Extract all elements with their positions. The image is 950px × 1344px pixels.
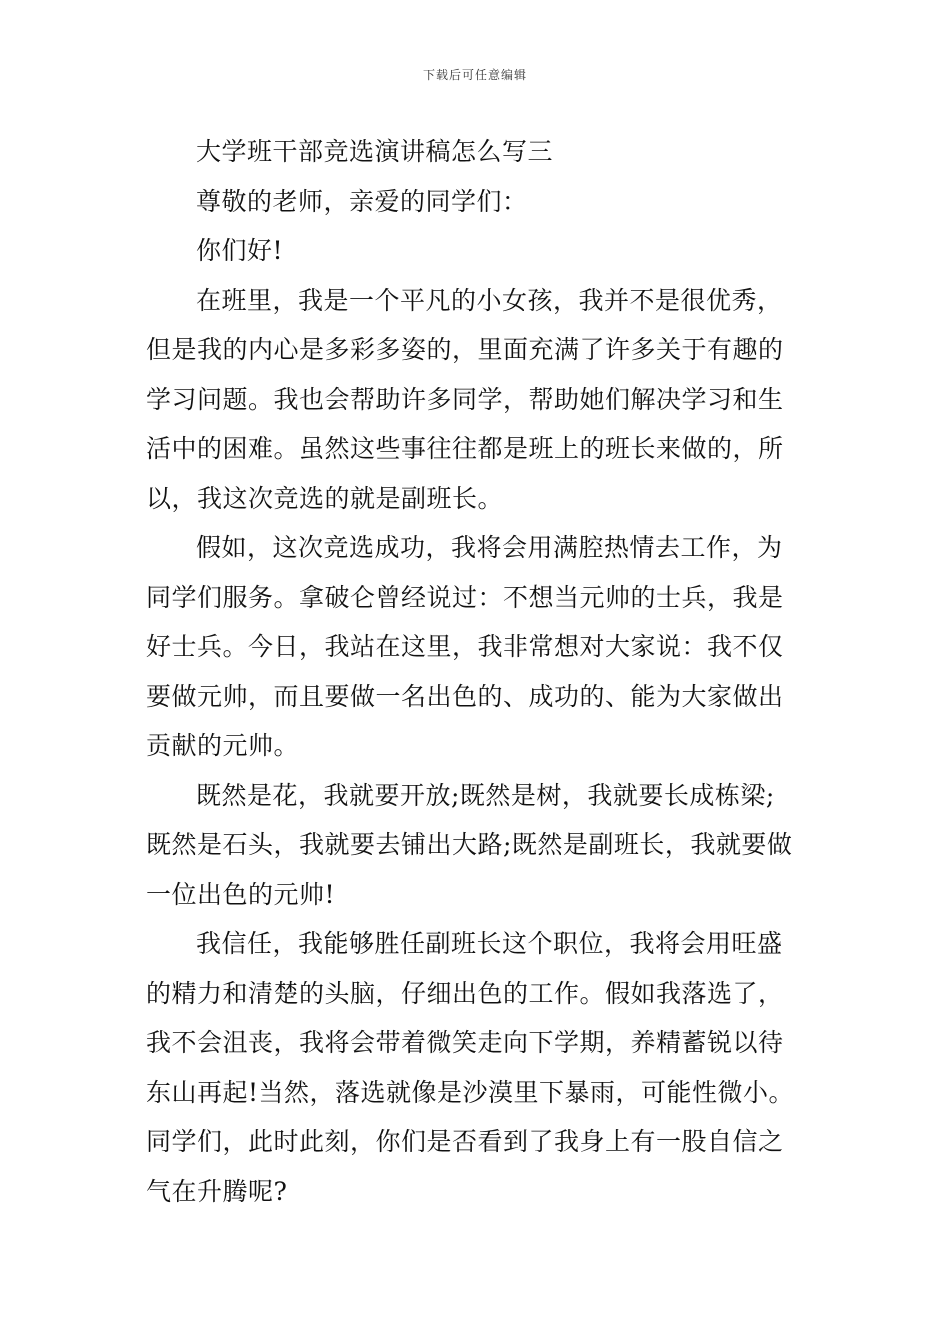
paragraph-line: 同学们服务。拿破仑曾经说过：不想当元帅的士兵，我是 <box>146 582 784 612</box>
paragraph-line: 既然是石头，我就要去铺出大路;既然是副班长，我就要做 <box>146 830 793 859</box>
paragraph-line: 同学们，此时此刻，你们是否看到了我身上有一股自信之 <box>146 1127 784 1156</box>
paragraph-line: 以，我这次竞选的就是副班长。 <box>146 483 504 513</box>
paragraph-line: 的精力和清楚的头脑，仔细出色的工作。假如我落选了， <box>146 978 784 1008</box>
paragraph-line: 学习问题。我也会帮助许多同学，帮助她们解决学习和生 <box>146 384 784 414</box>
paragraph-line: 贡献的元帅。 <box>146 731 300 760</box>
paragraph-line: 好士兵。今日，我站在这里，我非常想对大家说：我不仅 <box>146 632 784 661</box>
paragraph-line: 假如，这次竞选成功，我将会用满腔热情去工作，为 <box>196 533 783 562</box>
paragraph <box>146 276 808 524</box>
paragraph <box>146 523 808 771</box>
paragraph-line: 但是我的内心是多彩多姿的，里面充满了许多关于有趣的 <box>146 335 784 364</box>
paragraph-line: 我信任，我能够胜任副班长这个职位，我将会用旺盛 <box>196 929 783 958</box>
paragraph-line: 活中的困难。虽然这些事往往都是班上的班长来做的，所 <box>146 434 784 463</box>
salutation: 尊敬的老师，亲爱的同学们： <box>196 186 528 216</box>
paragraph <box>146 771 808 920</box>
document-title: 大学班干部竞选演讲稿怎么写三 <box>196 137 554 166</box>
paragraph-line: 东山再起!当然，落选就像是沙漠里下暴雨，可能性微小。 <box>146 1077 795 1107</box>
greeting: 你们好! <box>196 236 284 265</box>
paragraph <box>146 919 808 1216</box>
paragraph-line: 要做元帅，而且要做一名出色的、成功的、能为大家做出 <box>146 681 784 711</box>
paragraph-line: 气在升腾呢? <box>146 1176 288 1206</box>
paragraph-line: 我不会沮丧，我将会带着微笑走向下学期，养精蓄锐以待 <box>146 1028 784 1057</box>
header-note: 下载后可任意编辑 <box>422 68 527 82</box>
document-body <box>146 127 808 1216</box>
paragraph-line: 既然是花，我就要开放;既然是树，我就要长成栋梁; <box>196 780 775 810</box>
paragraph-line: 在班里，我是一个平凡的小女孩，我并不是很优秀， <box>196 285 783 315</box>
paragraph-line: 一位出色的元帅! <box>146 879 336 909</box>
